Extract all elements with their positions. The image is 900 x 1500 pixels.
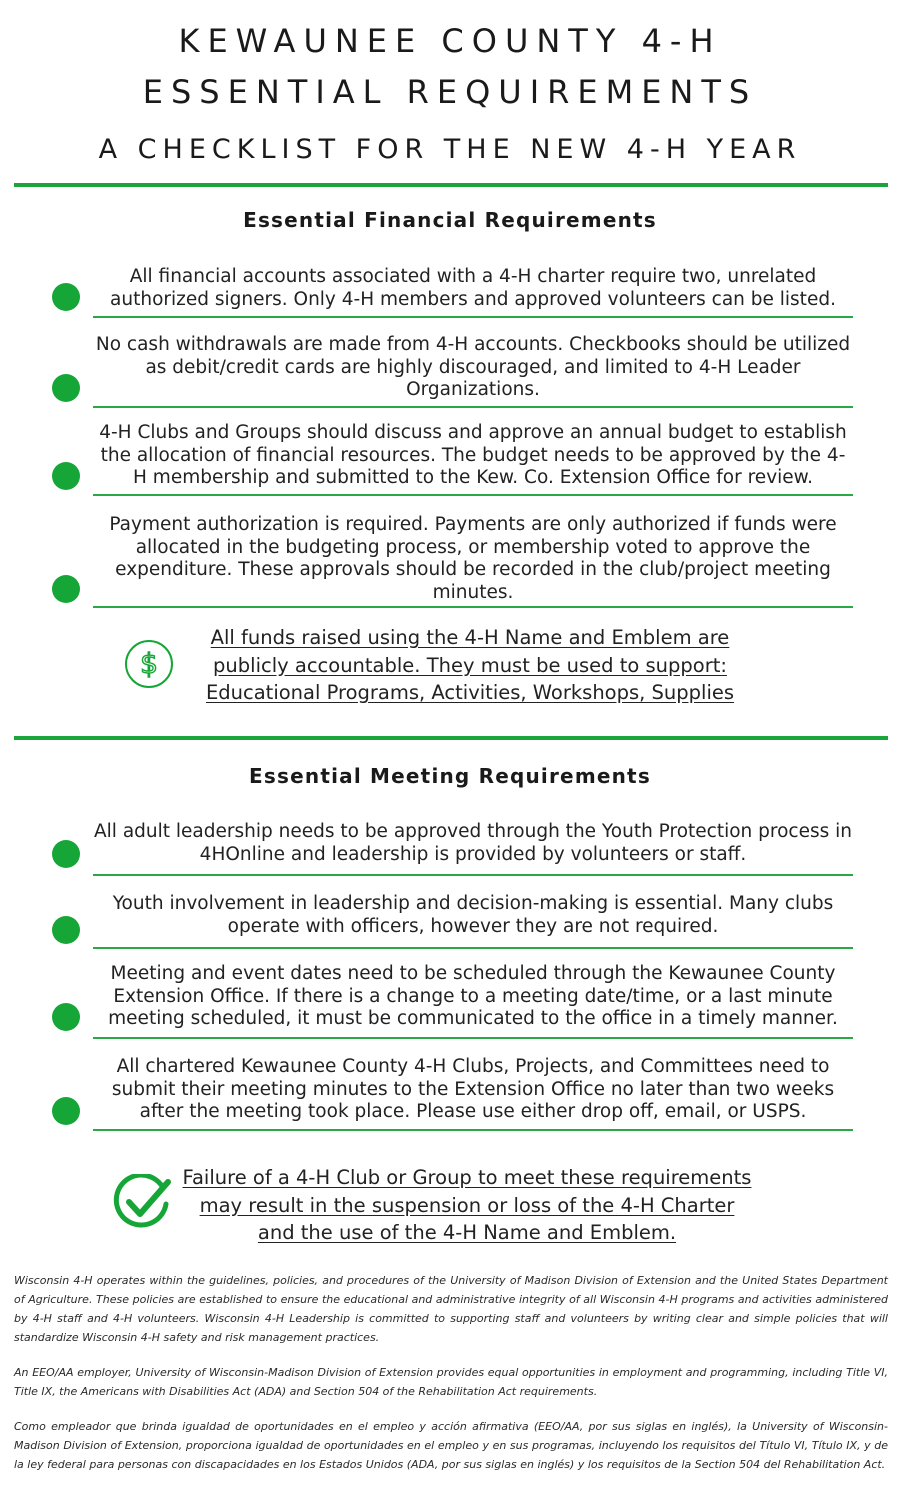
bullet-dot-icon xyxy=(52,1097,80,1125)
bullet-dot-icon xyxy=(52,462,80,490)
page-subtitle: A CHECKLIST FOR THE NEW 4-H YEAR xyxy=(98,134,802,165)
financial-item-text: All financial accounts associated with a 4-H charter require two, unrelated authorized signers. Only 4-H members and approved volunteers can be listed. xyxy=(110,266,836,310)
item-divider xyxy=(93,874,853,876)
section-divider-middle xyxy=(14,736,888,740)
page-title-line1: KEWAUNEE COUNTY 4-H xyxy=(178,22,722,60)
bullet-dot-icon xyxy=(52,1003,80,1031)
svg-text:$: $ xyxy=(140,647,158,680)
meeting-item-text: All chartered Kewaunee County 4-H Clubs, Projects, and Committees need to submit their meeting minutes to the Extension Office no later than two weeks after the meeting took place. Please use either drop off, email, or USPS. xyxy=(111,1056,835,1122)
meeting-item-text: Meeting and event dates need to be scheduled through the Kewaunee County Extension Office. If there is a change to a meeting date/time, or a last minute meeting scheduled, it must be communicated to the office in a timely manner. xyxy=(108,963,838,1029)
section-divider-top xyxy=(14,183,888,187)
item-divider xyxy=(93,316,853,318)
footer-policy-paragraph: Wisconsin 4-H operates within the guidelines, policies, and procedures of the University of Madison Division of Extension and the United States Department of Agriculture. These policies are established to ensure the educational and administrative integrity of all Wisconsin 4-H programs and activities administered by 4-H staff and 4-H volunteers. Wisconsin 4-H Leadership is committed to supporting staff and volunteers by writing clear and simple policies that will standardize Wisconsin 4-H safety and risk management practices. xyxy=(14,1274,888,1344)
bullet-dot-icon xyxy=(52,374,80,402)
footer-eeo-spanish-paragraph: Como empleador que brinda igualdad de oportunidades en el empleo y acción afirmativa (EEO/AA, por sus siglas en inglés), la University of Wisconsin-Madison Division of Extension, proporciona igualdad de oportunidades en el empleo y en sus programas, incluyendo los requisitos del Título VI, Título IX, y de la ley federal para personas con discapacidades en los Estados Unidos (ADA, por sus siglas en inglés) y los requisitos de la Section 504 del Rehabilitation Act. xyxy=(14,1420,888,1471)
meeting-item-text: Youth involvement in leadership and decision-making is essential. Many clubs operate with officers, however they are not required. xyxy=(112,893,834,937)
item-divider xyxy=(93,606,853,608)
meeting-heading: Essential Meeting Requirements xyxy=(249,764,651,788)
financial-callout-text xyxy=(180,624,760,707)
bullet-dot-icon xyxy=(52,916,80,944)
financial-item-text: No cash withdrawals are made from 4-H accounts. Checkbooks should be utilized as debit/credit cards are highly discouraged, and limited to 4-H Leader Organizations. xyxy=(95,334,851,400)
footer-eeo-paragraph: An EEO/AA employer, University of Wisconsin-Madison Division of Extension provides equal opportunities in employment and programming, including Title VI, Title IX, the Americans with Disabilities Act (ADA) and Section 504 of the Rehabilitation Act requirements. xyxy=(14,1366,888,1398)
page-title-line2: ESSENTIAL REQUIREMENTS xyxy=(142,73,758,111)
financial-item-text: Payment authorization is required. Payments are only authorized if funds were allocated in the budgeting process, or membership voted to approve the expenditure. These approvals should be recorded in the club/project meeting minutes. xyxy=(109,514,837,603)
item-divider xyxy=(93,1037,853,1039)
callout-line: publicly accountable. They must be used to support: xyxy=(213,653,727,677)
financial-item-text: 4-H Clubs and Groups should discuss and approve an annual budget to establish the allocation of financial resources. The budget needs to be approved by the 4-H membership and submitted to the Kew. Co. Extension Office for review. xyxy=(99,422,847,488)
callout-line: Educational Programs, Activities, Workshops, Supplies xyxy=(205,681,735,704)
callout-line: Failure of a 4-H Club or Group to meet these requirements xyxy=(182,1166,752,1189)
dollar-icon xyxy=(124,639,174,689)
financial-heading: Essential Financial Requirements xyxy=(243,208,657,232)
bullet-dot-icon xyxy=(52,840,80,868)
item-divider xyxy=(93,1129,853,1131)
meeting-callout-text xyxy=(172,1164,762,1247)
item-divider xyxy=(93,494,853,496)
callout-line: may result in the suspension or loss of the 4-H Charter xyxy=(199,1193,735,1217)
bullet-dot-icon xyxy=(52,283,80,311)
item-divider xyxy=(93,406,853,408)
meeting-item-text: All adult leadership needs to be approved through the Youth Protection process in 4HOnline and leadership is provided by volunteers or staff. xyxy=(94,821,852,865)
callout-line: All funds raised using the 4-H Name and Emblem are xyxy=(210,626,730,649)
checkmark-circle-icon xyxy=(112,1174,174,1232)
item-divider xyxy=(93,947,853,949)
callout-line: and the use of the 4-H Name and Emblem. xyxy=(257,1221,677,1244)
bullet-dot-icon xyxy=(52,575,80,603)
